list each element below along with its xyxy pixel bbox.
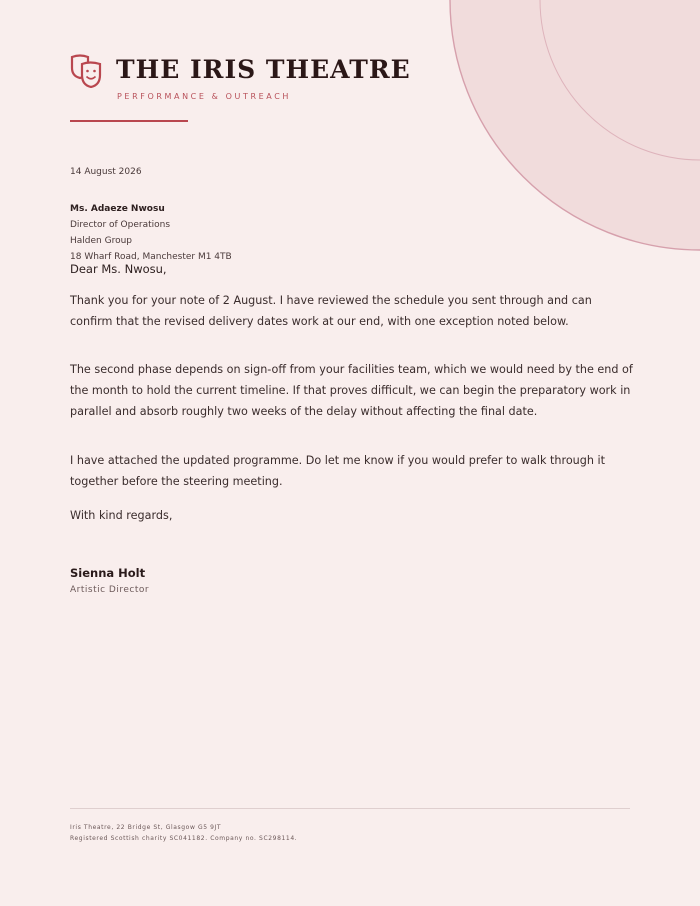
recipient-block [70,201,232,265]
recipient-address: 18 Wharf Road, Manchester M1 4TB [70,252,232,262]
letterhead [70,52,411,101]
recipient-name: Ms. Adaeze Nwosu [70,204,165,214]
footer-address: Iris Theatre, 22 Bridge St, Glasgow G5 9JT [70,824,222,831]
tagline: PERFORMANCE & OUTREACH [117,92,292,101]
signatory-name: Sienna Holt [70,566,146,580]
body-paragraph-3: I have attached the updated programme. Do let me know if you would prefer to walk through it together before the steering meeting. [70,454,605,488]
theatre-masks-icon [70,52,106,88]
footer-divider [70,808,630,809]
body-paragraph-1: Thank you for your note of 2 August. I have reviewed the schedule you sent through and can confirm that the revised delivery dates work at our end, with one exception noted below. [70,294,592,328]
signatory-title: Artistic Director [70,585,150,595]
recipient-title: Director of Operations [70,220,171,230]
brand-row [70,52,411,88]
header-rule [70,120,188,122]
recipient-company: Halden Group [70,236,132,246]
salutation: Dear Ms. Nwosu, [70,262,167,276]
footer [70,822,297,844]
closing: With kind regards, [70,509,173,522]
body-paragraph-2: The second phase depends on sign-off from your facilities team, which we would need by the end of the month to hold the current timeline. If that proves difficult, we can begin the preparatory work in parallel and absorb roughly two weeks of the delay without affecting the final date. [70,363,633,418]
theatre-name: THE IRIS THEATRE [116,55,411,84]
footer-registration: Registered Scottish charity SC041182. Company no. SC298114. [70,835,298,842]
letter-date: 14 August 2026 [70,167,142,177]
